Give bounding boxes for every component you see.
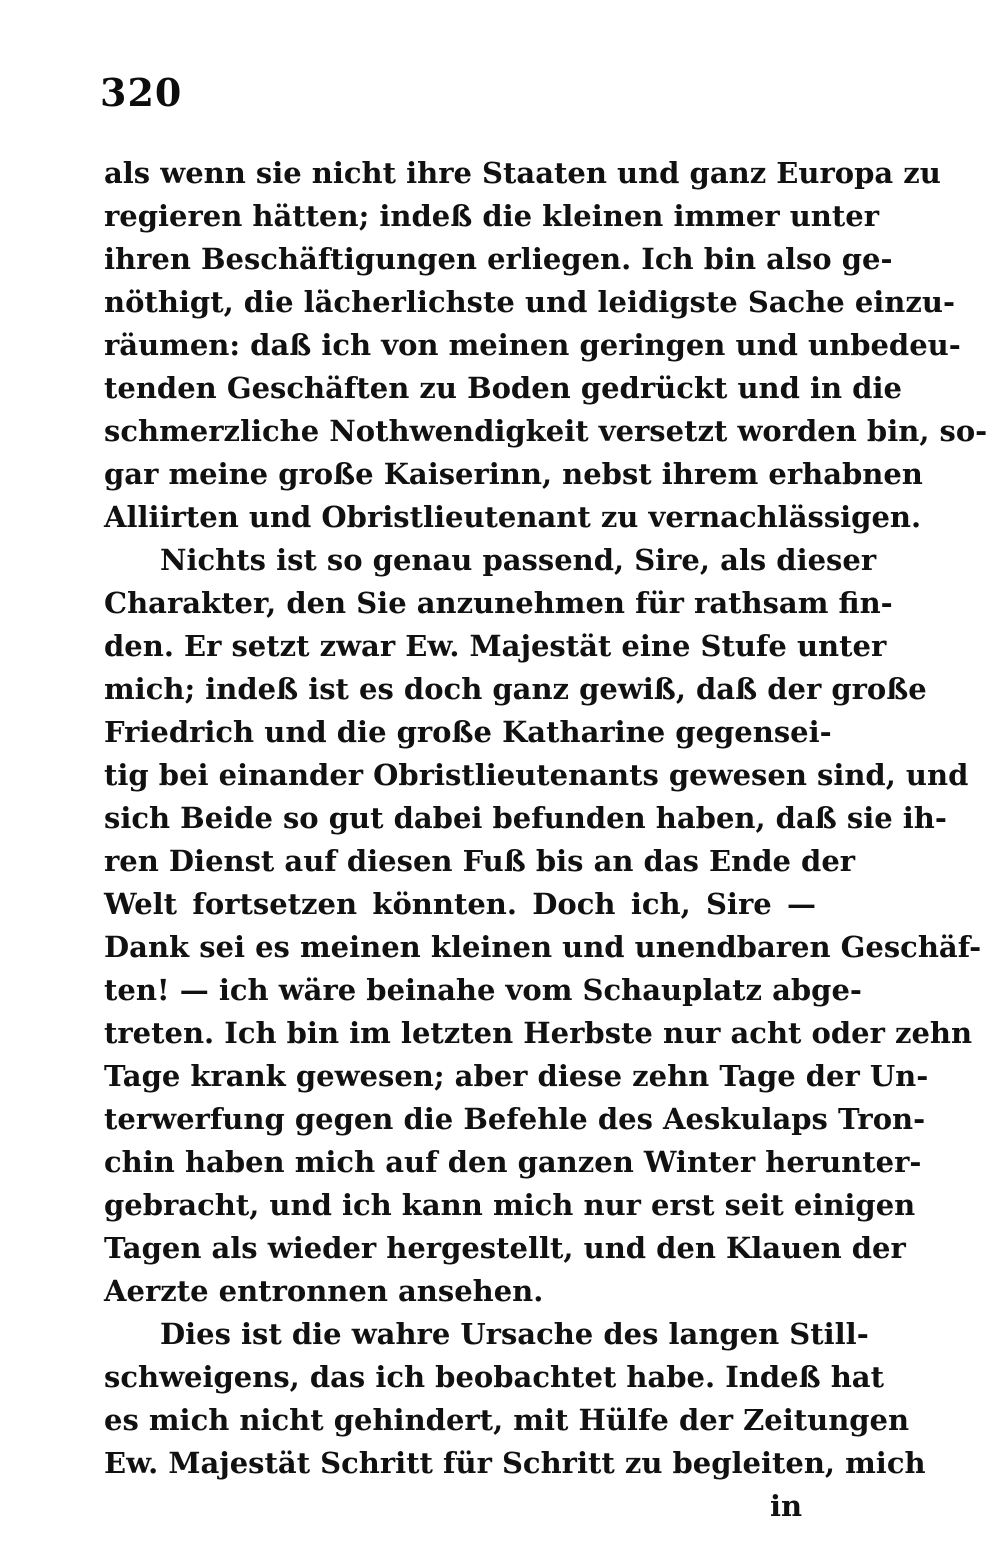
text-line: mich; indeß ist es doch ganz gewiß, daß der große (104, 672, 927, 706)
text-line: tenden Geschäften zu Boden gedrückt und in die (104, 371, 902, 405)
text-line: als wenn sie nicht ihre Staaten und ganz Europa zu (104, 156, 941, 190)
text-line: Aerzte entronnen ansehen. (104, 1274, 544, 1308)
text-line: ten! — ich wäre beinahe vom Schauplatz abge- (104, 973, 862, 1007)
text-line: Alliirten und Obristlieutenant zu vernachlässigen. (104, 500, 922, 534)
catchword: in (770, 1489, 803, 1523)
text-line: gebracht, und ich kann mich nur erst seit einigen (104, 1188, 916, 1222)
text-line: ihren Beschäftigungen erliegen. Ich bin also ge- (104, 242, 893, 276)
text-line: sich Beide so gut dabei befunden haben, daß sie ih- (104, 801, 947, 835)
text-line: ren Dienst auf diesen Fuß bis an das Ende der (104, 844, 856, 878)
text-line: regieren hätten; indeß die kleinen immer unter (104, 199, 879, 233)
text-line: den. Er setzt zwar Ew. Majestät eine Stufe unter (104, 629, 887, 663)
text-line: gar meine große Kaiserinn, nebst ihrem erhabnen (104, 457, 923, 491)
text-line: Tagen als wieder hergestellt, und den Klauen der (104, 1231, 906, 1265)
text-line: schweigens, das ich beobachtet habe. Indeß hat (104, 1360, 884, 1394)
text-line: nöthigt, die lächerlichste und leidigste Sache einzu- (104, 285, 955, 319)
text-line: Tage krank gewesen; aber diese zehn Tage der Un- (104, 1059, 929, 1093)
text-line: chin haben mich auf den ganzen Winter herunter- (104, 1145, 922, 1179)
text-line: Dank sei es meinen kleinen und unendbaren Geschäf- (104, 930, 982, 964)
text-line: Ew. Majestät Schritt für Schritt zu begleiten, mich (104, 1446, 926, 1480)
text-line: Charakter, den Sie anzunehmen für rathsam fin- (104, 586, 893, 620)
text-line: Friedrich und die große Katharine gegensei- (104, 715, 832, 749)
text-line: Welt fortsetzen könnten. Doch ich, Sire — (104, 887, 816, 921)
text-line: terwerfung gegen die Befehle des Aeskulaps Tron- (104, 1102, 926, 1136)
text-line: Nichts ist so genau passend, Sire, als dieser (160, 543, 877, 577)
text-line: treten. Ich bin im letzten Herbste nur acht oder zehn (104, 1016, 973, 1050)
text-line: tig bei einander Obristlieutenants gewesen sind, und (104, 758, 969, 792)
text-line: Dies ist die wahre Ursache des langen Still- (160, 1317, 869, 1351)
text-line: es mich nicht gehindert, mit Hülfe der Zeitungen (104, 1403, 910, 1437)
text-line: schmerzliche Nothwendigkeit versetzt worden bin, so- (104, 414, 987, 448)
text-line: räumen: daß ich von meinen geringen und unbedeu- (104, 328, 961, 362)
page-number: 320 (100, 70, 183, 115)
